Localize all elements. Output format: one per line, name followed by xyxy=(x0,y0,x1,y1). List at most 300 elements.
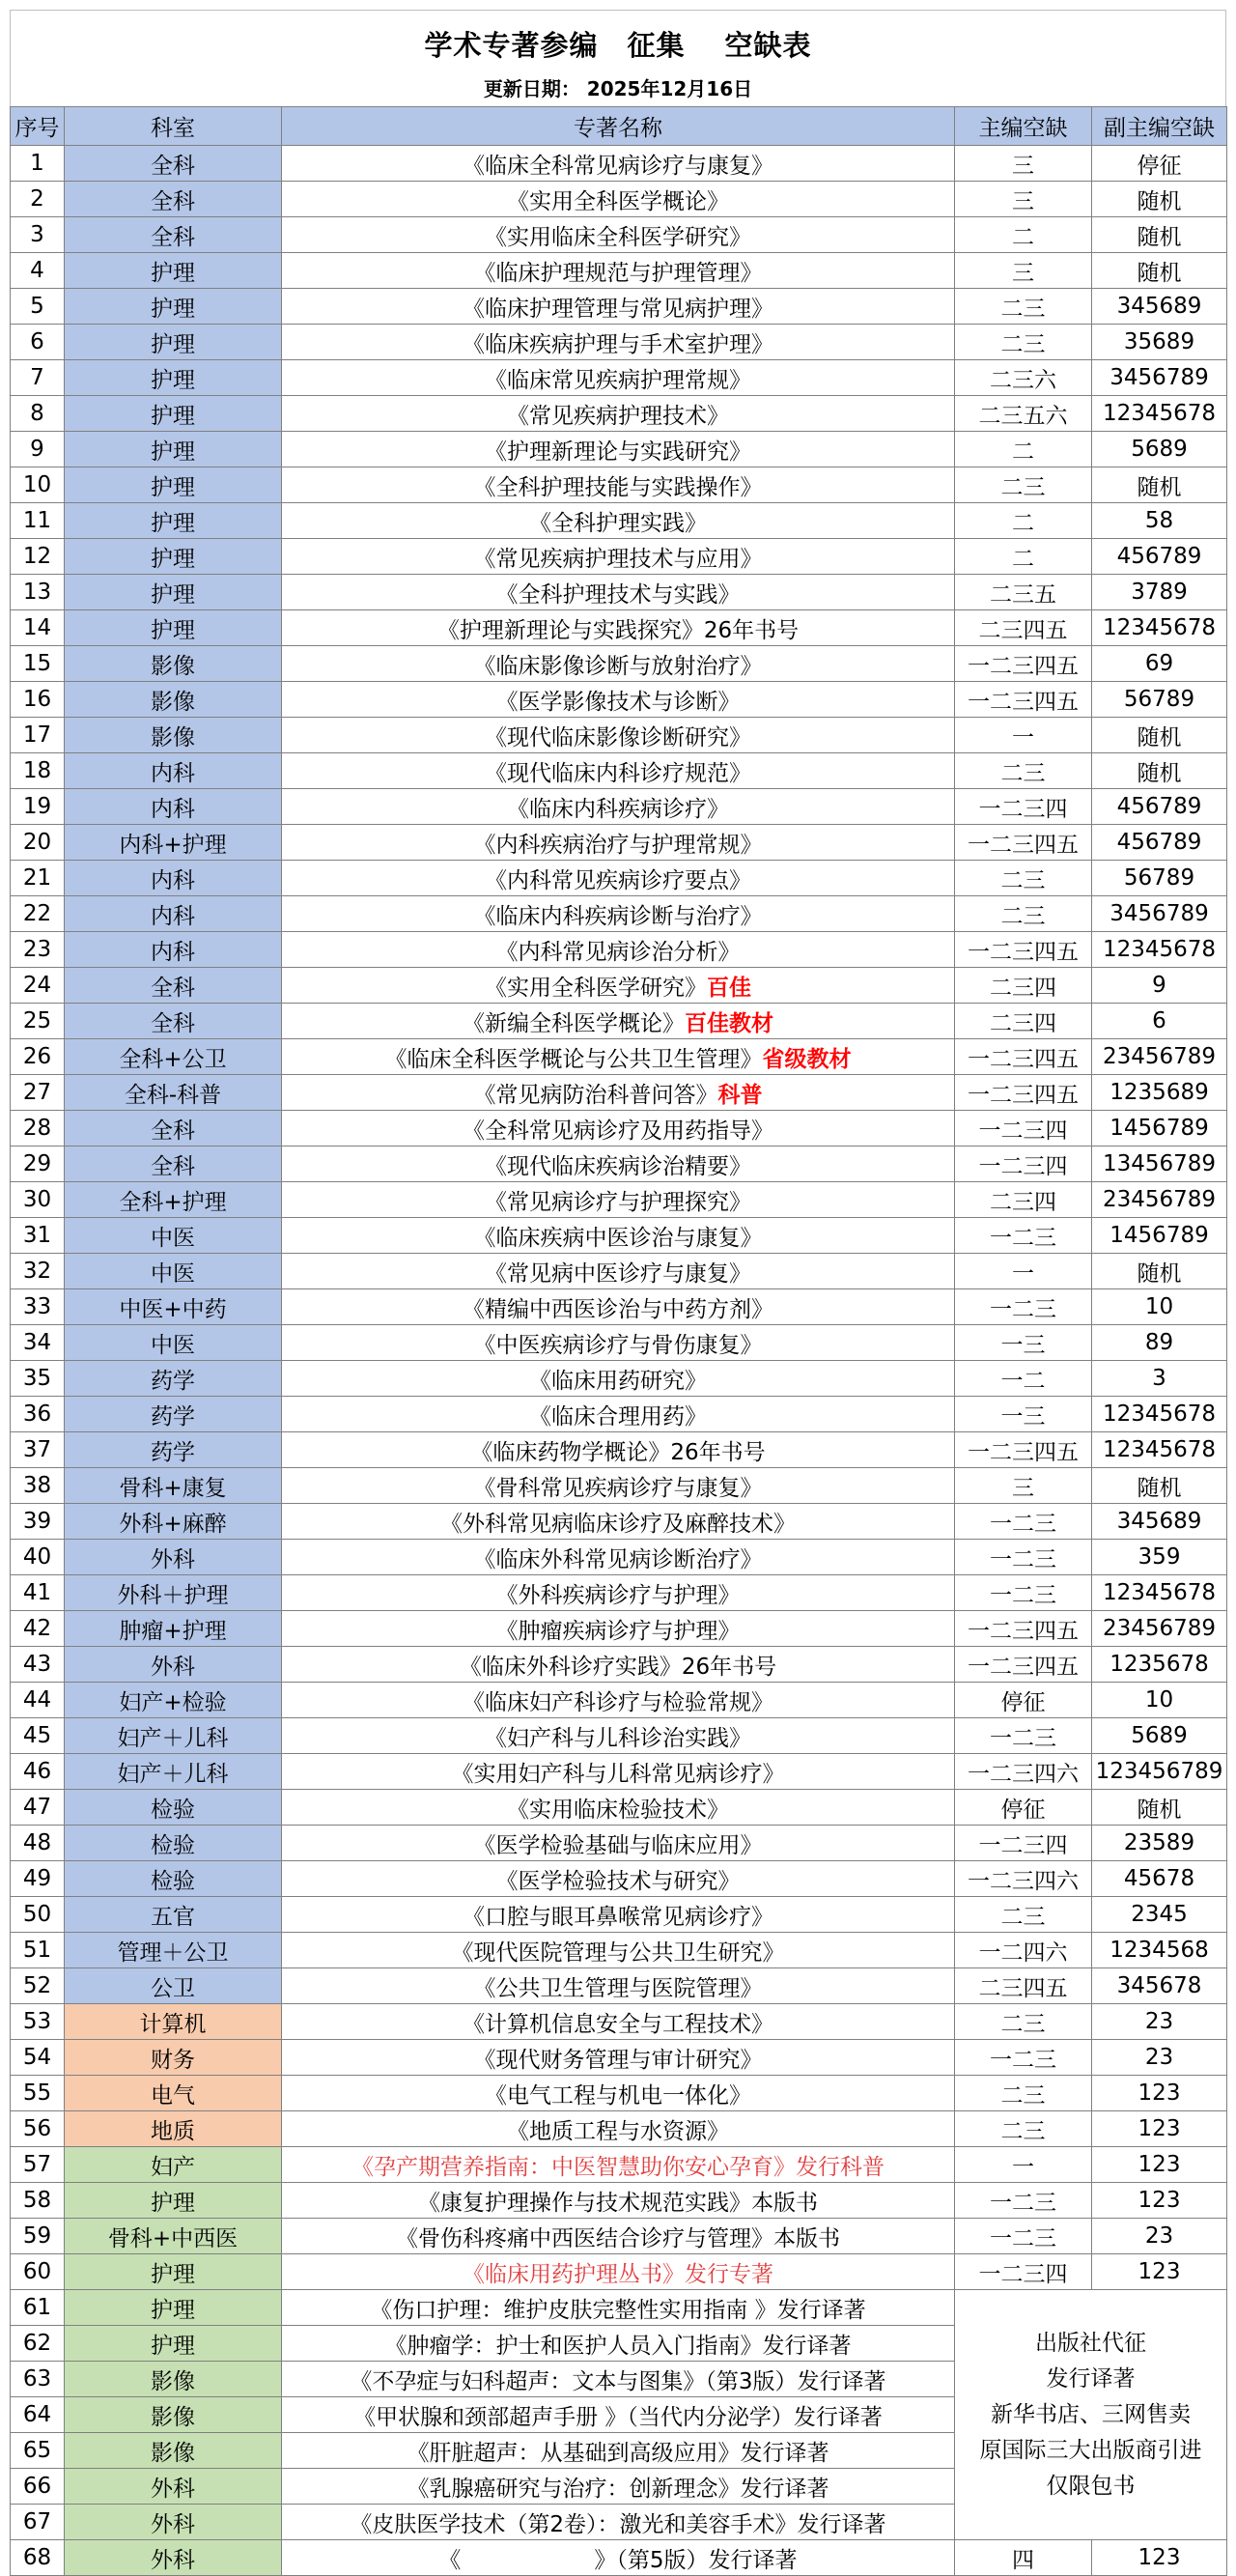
row-chief-vacancy: 二三 xyxy=(955,861,1092,896)
row-chief-vacancy: 二三 xyxy=(955,896,1092,932)
row-number: 67 xyxy=(11,2505,65,2540)
book-title: 《现代财务管理与审计研究》 xyxy=(473,2047,763,2073)
row-dept: 护理 xyxy=(65,575,282,610)
row-dept: 中医 xyxy=(65,1254,282,1289)
row-chief-vacancy: 二 xyxy=(955,539,1092,575)
row-book-name xyxy=(282,2469,955,2505)
row-number: 42 xyxy=(11,1611,65,1647)
row-book-name xyxy=(282,718,955,753)
row-book-name xyxy=(282,2147,955,2183)
row-chief-vacancy: 二三 xyxy=(955,2111,1092,2147)
table-row xyxy=(11,1754,1227,1790)
row-deputy-vacancy: 45678 xyxy=(1092,1861,1227,1897)
merged-note xyxy=(955,2290,1227,2540)
row-chief-vacancy: 二 xyxy=(955,503,1092,539)
row-deputy-vacancy: 12345678 xyxy=(1092,1575,1227,1611)
row-deputy-vacancy: 456789 xyxy=(1092,789,1227,825)
header-row xyxy=(11,107,1227,146)
table-row xyxy=(11,217,1227,253)
row-chief-vacancy: 二三四 xyxy=(955,968,1092,1004)
table-row xyxy=(11,1611,1227,1647)
book-title: 《临床护理管理与常见病护理》 xyxy=(463,296,773,322)
table-row xyxy=(11,575,1227,610)
table-row xyxy=(11,2219,1227,2254)
book-title: 《现代临床内科诊疗规范》 xyxy=(485,760,751,786)
row-number: 2 xyxy=(11,182,65,217)
row-number: 57 xyxy=(11,2147,65,2183)
row-number: 41 xyxy=(11,1575,65,1611)
table-row xyxy=(11,1361,1227,1397)
row-number: 37 xyxy=(11,1432,65,1468)
row-number: 20 xyxy=(11,825,65,861)
book-title: 《外科疾病诊疗与护理》 xyxy=(495,1582,741,1608)
table-row xyxy=(11,753,1227,789)
row-deputy-vacancy: 23 xyxy=(1092,2040,1227,2076)
row-deputy-vacancy: 12345678 xyxy=(1092,1397,1227,1432)
table-row xyxy=(11,1504,1227,1540)
row-number: 24 xyxy=(11,968,65,1004)
book-title: 《常见病诊疗与护理探究》 xyxy=(485,1189,751,1215)
row-chief-vacancy: 一二三 xyxy=(955,1718,1092,1754)
row-deputy-vacancy: 5689 xyxy=(1092,432,1227,467)
table-row xyxy=(11,610,1227,646)
row-deputy-vacancy: 359 xyxy=(1092,1540,1227,1575)
row-chief-vacancy: 三 xyxy=(955,146,1092,182)
book-title: 《全科护理技术与实践》 xyxy=(495,581,741,608)
book-title: 《常见疾病护理技术》 xyxy=(507,403,729,429)
book-title: 《全科常见病诊疗及用药指导》 xyxy=(463,1118,773,1144)
row-number: 27 xyxy=(11,1075,65,1111)
row-chief-vacancy: 二三五六 xyxy=(955,396,1092,432)
book-title: 《骨伤科疼痛中西医结合诊疗与管理》本版书 xyxy=(396,2225,840,2251)
row-dept: 护理 xyxy=(65,610,282,646)
row-chief-vacancy: 一二三四 xyxy=(955,1826,1092,1861)
row-number: 11 xyxy=(11,503,65,539)
row-deputy-vacancy: 89 xyxy=(1092,1325,1227,1361)
row-dept: 护理 xyxy=(65,2290,282,2326)
row-deputy-vacancy: 随机 xyxy=(1092,1254,1227,1289)
table-row xyxy=(11,1683,1227,1718)
book-title: 《医学检验技术与研究》 xyxy=(495,1868,741,1894)
table-row xyxy=(11,2004,1227,2040)
row-deputy-vacancy: 随机 xyxy=(1092,182,1227,217)
row-deputy-vacancy: 1235689 xyxy=(1092,1075,1227,1111)
row-book-name xyxy=(282,2362,955,2397)
book-title: 《临床疾病护理与手术室护理》 xyxy=(463,331,773,357)
book-title: 《伤口护理：维护皮肤完整性实用指南 》发行译著 xyxy=(370,2297,866,2323)
row-deputy-vacancy: 123456789 xyxy=(1092,1754,1227,1790)
row-dept: 地质 xyxy=(65,2111,282,2147)
row-book-name xyxy=(282,1790,955,1826)
row-deputy-vacancy: 345689 xyxy=(1092,1504,1227,1540)
row-deputy-vacancy: 58 xyxy=(1092,503,1227,539)
row-deputy-vacancy: 12345678 xyxy=(1092,396,1227,432)
table-row xyxy=(11,682,1227,718)
row-book-name xyxy=(282,432,955,467)
row-book-name xyxy=(282,253,955,289)
row-deputy-vacancy: 69 xyxy=(1092,646,1227,682)
table-row xyxy=(11,1968,1227,2004)
book-title: 《实用全科医学研究》 xyxy=(485,975,707,1001)
row-number: 59 xyxy=(11,2219,65,2254)
row-deputy-vacancy: 6 xyxy=(1092,1004,1227,1039)
row-book-name xyxy=(282,575,955,610)
row-deputy-vacancy: 1235678 xyxy=(1092,1647,1227,1683)
row-number: 62 xyxy=(11,2326,65,2362)
book-title: 《临床用药研究》 xyxy=(529,1368,707,1394)
table-row xyxy=(11,503,1227,539)
row-number: 4 xyxy=(11,253,65,289)
table-row xyxy=(11,1933,1227,1968)
row-deputy-vacancy: 123 xyxy=(1092,2111,1227,2147)
row-book-name xyxy=(282,1111,955,1146)
spreadsheet xyxy=(10,10,1226,2576)
row-book-name xyxy=(282,825,955,861)
row-dept: 影像 xyxy=(65,718,282,753)
book-title: 《内科常见疾病诊疗要点》 xyxy=(485,867,751,893)
row-dept: 护理 xyxy=(65,2183,282,2219)
book-title: 《常见病防治科普问答》 xyxy=(473,1082,718,1108)
row-dept: 外科 xyxy=(65,2469,282,2505)
row-book-name xyxy=(282,1718,955,1754)
row-chief-vacancy: 一二三 xyxy=(955,1504,1092,1540)
book-title: 《口腔与眼耳鼻喉常见病诊疗》 xyxy=(463,1904,773,1930)
row-deputy-vacancy: 456789 xyxy=(1092,825,1227,861)
table-row xyxy=(11,968,1227,1004)
book-title: 《不孕症与妇科超声：文本与图集》（第3版）发行译著 xyxy=(350,2368,886,2394)
row-number: 55 xyxy=(11,2076,65,2111)
row-chief-vacancy: 一二四六 xyxy=(955,1933,1092,1968)
table-body xyxy=(11,146,1227,2576)
table-row xyxy=(11,932,1227,968)
book-title: 《妇产科与儿科诊治实践》 xyxy=(485,1725,751,1751)
table-row xyxy=(11,1575,1227,1611)
row-chief-vacancy: 二三五 xyxy=(955,575,1092,610)
row-dept: 中医 xyxy=(65,1218,282,1254)
book-title: 《实用妇产科与儿科常见病诊疗》 xyxy=(451,1761,785,1787)
table-row xyxy=(11,1718,1227,1754)
row-deputy-vacancy: 23589 xyxy=(1092,1826,1227,1861)
row-number: 49 xyxy=(11,1861,65,1897)
row-number: 19 xyxy=(11,789,65,825)
book-title: 《中医疾病诊疗与骨伤康复》 xyxy=(473,1332,763,1358)
row-dept: 护理 xyxy=(65,253,282,289)
row-book-name xyxy=(282,1432,955,1468)
row-number: 23 xyxy=(11,932,65,968)
row-dept: 骨科+中西医 xyxy=(65,2219,282,2254)
row-dept: 全科+护理 xyxy=(65,1182,282,1218)
row-number: 3 xyxy=(11,217,65,253)
merged-note-line: 仅限包书 xyxy=(1046,2473,1136,2499)
book-title: 《临床合理用药》 xyxy=(529,1403,707,1430)
book-title: 《常见疾病护理技术与应用》 xyxy=(473,546,763,572)
row-number: 8 xyxy=(11,396,65,432)
row-number: 17 xyxy=(11,718,65,753)
row-dept: 全科 xyxy=(65,1004,282,1039)
row-chief-vacancy: 二三 xyxy=(955,325,1092,360)
book-title: 《临床内科疾病诊断与治疗》 xyxy=(473,903,763,929)
row-number: 51 xyxy=(11,1933,65,1968)
row-number: 68 xyxy=(11,2540,65,2576)
table-row xyxy=(11,182,1227,217)
row-dept: 影像 xyxy=(65,682,282,718)
row-book-name xyxy=(282,610,955,646)
book-title: 《临床外科常见病诊断治疗》 xyxy=(473,1546,763,1572)
book-title: 《临床常见疾病护理常规》 xyxy=(485,367,751,393)
row-book-name xyxy=(282,146,955,182)
row-dept: 全科-科普 xyxy=(65,1075,282,1111)
row-dept: 内科 xyxy=(65,789,282,825)
row-chief-vacancy: 一二三四 xyxy=(955,1146,1092,1182)
row-deputy-vacancy: 12345678 xyxy=(1092,1432,1227,1468)
book-title: 《孕产期营养指南：中医智慧助你安心孕育》发行科普 xyxy=(351,2154,885,2180)
row-chief-vacancy: 二三六 xyxy=(955,360,1092,396)
row-book-name xyxy=(282,2076,955,2111)
row-deputy-vacancy: 123 xyxy=(1092,2254,1227,2290)
row-dept: 影像 xyxy=(65,2433,282,2469)
row-deputy-vacancy: 456789 xyxy=(1092,539,1227,575)
row-book-name xyxy=(282,2254,955,2290)
row-dept: 药学 xyxy=(65,1361,282,1397)
row-deputy-vacancy: 1456789 xyxy=(1092,1218,1227,1254)
row-number: 39 xyxy=(11,1504,65,1540)
row-book-name xyxy=(282,1146,955,1182)
row-deputy-vacancy: 23456789 xyxy=(1092,1039,1227,1075)
table-row xyxy=(11,2290,1227,2326)
book-title: 《医学影像技术与诊断》 xyxy=(495,689,741,715)
row-book-name xyxy=(282,2040,955,2076)
row-number: 26 xyxy=(11,1039,65,1075)
table-row xyxy=(11,1647,1227,1683)
book-title: 《电气工程与机电一体化》 xyxy=(485,2082,751,2109)
row-chief-vacancy: 二三 xyxy=(955,2004,1092,2040)
table-row xyxy=(11,718,1227,753)
book-title: 《精编中西医诊治与中药方剂》 xyxy=(463,1296,773,1322)
row-book-name xyxy=(282,682,955,718)
row-number: 64 xyxy=(11,2397,65,2433)
row-book-name xyxy=(282,1575,955,1611)
book-title: 《内科疾病治疗与护理常规》 xyxy=(473,832,763,858)
row-deputy-vacancy: 3456789 xyxy=(1092,360,1227,396)
book-title: 《临床药物学概论》26年书号 xyxy=(470,1439,766,1465)
row-dept: 财务 xyxy=(65,2040,282,2076)
row-dept: 全科 xyxy=(65,968,282,1004)
row-book-name xyxy=(282,1754,955,1790)
row-deputy-vacancy: 23456789 xyxy=(1092,1182,1227,1218)
row-chief-vacancy: 二三四五 xyxy=(955,610,1092,646)
row-dept: 全科 xyxy=(65,1146,282,1182)
table-row xyxy=(11,2147,1227,2183)
table-row xyxy=(11,1039,1227,1075)
row-book-name xyxy=(282,1397,955,1432)
table-row xyxy=(11,1004,1227,1039)
row-deputy-vacancy: 随机 xyxy=(1092,1468,1227,1504)
row-dept: 内科 xyxy=(65,932,282,968)
row-book-name xyxy=(282,1826,955,1861)
row-chief-vacancy: 一二三四五 xyxy=(955,1432,1092,1468)
table-row xyxy=(11,2540,1227,2576)
row-number: 52 xyxy=(11,1968,65,2004)
row-book-name xyxy=(282,1468,955,1504)
row-deputy-vacancy: 23 xyxy=(1092,2004,1227,2040)
row-chief-vacancy: 一二三四五 xyxy=(955,1611,1092,1647)
row-book-name xyxy=(282,1968,955,2004)
header-deputy: 副主编空缺 xyxy=(1092,107,1227,146)
row-chief-vacancy: 一二三 xyxy=(955,2219,1092,2254)
row-dept: 护理 xyxy=(65,503,282,539)
row-number: 35 xyxy=(11,1361,65,1397)
row-deputy-vacancy: 12345678 xyxy=(1092,932,1227,968)
row-number: 18 xyxy=(11,753,65,789)
row-chief-vacancy: 一二三四五 xyxy=(955,825,1092,861)
row-dept: 外科 xyxy=(65,1540,282,1575)
row-chief-vacancy: 三 xyxy=(955,1468,1092,1504)
book-tag: 省级教材 xyxy=(762,1046,852,1072)
row-dept: 护理 xyxy=(65,396,282,432)
book-tag: 百佳 xyxy=(707,975,751,1001)
merged-note-line: 出版社代征 xyxy=(1035,2330,1146,2356)
row-book-name xyxy=(282,1325,955,1361)
row-dept: 影像 xyxy=(65,646,282,682)
row-book-name xyxy=(282,1254,955,1289)
table-row xyxy=(11,2254,1227,2290)
table-row xyxy=(11,432,1227,467)
table-row xyxy=(11,1790,1227,1826)
book-title: 《实用临床检验技术》 xyxy=(507,1797,729,1823)
row-deputy-vacancy: 10 xyxy=(1092,1289,1227,1325)
row-chief-vacancy: 停征 xyxy=(955,1683,1092,1718)
book-title: 《临床外科诊疗实践》26年书号 xyxy=(459,1654,777,1680)
row-deputy-vacancy: 3456789 xyxy=(1092,896,1227,932)
row-number: 66 xyxy=(11,2469,65,2505)
row-book-name xyxy=(282,2219,955,2254)
book-title: 《肿瘤学：护士和医护人员入门指南》发行译著 xyxy=(384,2333,852,2359)
row-deputy-vacancy: 123 xyxy=(1092,2147,1227,2183)
row-deputy-vacancy: 56789 xyxy=(1092,861,1227,896)
row-book-name xyxy=(282,968,955,1004)
row-dept: 药学 xyxy=(65,1397,282,1432)
row-number: 56 xyxy=(11,2111,65,2147)
row-book-name xyxy=(282,1075,955,1111)
row-number: 10 xyxy=(11,467,65,503)
row-dept: 肿瘤+护理 xyxy=(65,1611,282,1647)
row-number: 7 xyxy=(11,360,65,396)
row-number: 29 xyxy=(11,1146,65,1182)
row-chief-vacancy: 一二三 xyxy=(955,2040,1092,2076)
row-dept: 护理 xyxy=(65,2326,282,2362)
book-title: 《常见病中医诊疗与康复》 xyxy=(485,1260,751,1287)
row-chief-vacancy: 二三 xyxy=(955,2076,1092,2111)
row-book-name xyxy=(282,1647,955,1683)
row-book-name xyxy=(282,1683,955,1718)
table-row xyxy=(11,253,1227,289)
row-chief-vacancy: 一二三四五 xyxy=(955,1647,1092,1683)
row-dept: 外科 xyxy=(65,2540,282,2576)
table-row xyxy=(11,1146,1227,1182)
row-dept: 外科＋护理 xyxy=(65,1575,282,1611)
table-row xyxy=(11,1397,1227,1432)
row-book-name xyxy=(282,646,955,682)
table-row xyxy=(11,1826,1227,1861)
row-chief-vacancy: 四 xyxy=(955,2540,1092,2576)
row-number: 63 xyxy=(11,2362,65,2397)
book-title: 《肝脏超声：从基础到高级应用》发行译著 xyxy=(407,2440,829,2466)
book-title: 《计算机信息安全与工程技术》 xyxy=(463,2011,773,2037)
row-book-name xyxy=(282,1933,955,1968)
row-dept: 外科 xyxy=(65,2505,282,2540)
row-deputy-vacancy: 123 xyxy=(1092,2076,1227,2111)
table-row xyxy=(11,1111,1227,1146)
book-title: 《临床全科常见病诊疗与康复》 xyxy=(463,153,773,179)
row-number: 14 xyxy=(11,610,65,646)
book-title: 《公共卫生管理与医院管理》 xyxy=(473,1975,763,2001)
row-dept: 五官 xyxy=(65,1897,282,1933)
table-row xyxy=(11,539,1227,575)
row-number: 9 xyxy=(11,432,65,467)
row-dept: 电气 xyxy=(65,2076,282,2111)
row-chief-vacancy: 二三四五 xyxy=(955,1968,1092,2004)
table-row xyxy=(11,646,1227,682)
row-book-name xyxy=(282,1540,955,1575)
table-row xyxy=(11,146,1227,182)
book-title: 《地质工程与水资源》 xyxy=(507,2118,729,2144)
table-row xyxy=(11,825,1227,861)
row-chief-vacancy: 一三 xyxy=(955,1325,1092,1361)
row-number: 5 xyxy=(11,289,65,325)
row-number: 38 xyxy=(11,1468,65,1504)
row-dept: 外科 xyxy=(65,1647,282,1683)
title-block xyxy=(10,10,1226,106)
row-book-name xyxy=(282,396,955,432)
row-book-name xyxy=(282,360,955,396)
row-dept: 护理 xyxy=(65,289,282,325)
row-number: 25 xyxy=(11,1004,65,1039)
book-title: 《医学检验基础与临床应用》 xyxy=(473,1832,763,1858)
row-chief-vacancy: 一 xyxy=(955,2147,1092,2183)
table-row xyxy=(11,1432,1227,1468)
header-name: 专著名称 xyxy=(282,107,955,146)
book-title: 《临床用药护理丛书》发行专著 xyxy=(463,2261,773,2287)
row-number: 45 xyxy=(11,1718,65,1754)
row-dept: 护理 xyxy=(65,325,282,360)
row-number: 46 xyxy=(11,1754,65,1790)
row-number: 60 xyxy=(11,2254,65,2290)
row-number: 44 xyxy=(11,1683,65,1718)
row-number: 40 xyxy=(11,1540,65,1575)
row-number: 15 xyxy=(11,646,65,682)
row-book-name xyxy=(282,861,955,896)
table-row xyxy=(11,1897,1227,1933)
row-book-name xyxy=(282,1861,955,1897)
vacancy-table xyxy=(10,106,1227,2576)
row-dept: 骨科+康复 xyxy=(65,1468,282,1504)
row-book-name xyxy=(282,2397,955,2433)
row-chief-vacancy: 一二三四五 xyxy=(955,932,1092,968)
book-title: 《现代临床疾病诊治精要》 xyxy=(485,1153,751,1179)
row-number: 58 xyxy=(11,2183,65,2219)
row-dept: 全科 xyxy=(65,217,282,253)
book-title: 《康复护理操作与技术规范实践》本版书 xyxy=(418,2190,818,2216)
row-dept: 护理 xyxy=(65,360,282,396)
row-chief-vacancy: 一二三四五 xyxy=(955,646,1092,682)
book-title: 《临床疾病中医诊治与康复》 xyxy=(473,1225,763,1251)
row-dept: 全科 xyxy=(65,1111,282,1146)
row-deputy-vacancy: 23456789 xyxy=(1092,1611,1227,1647)
row-number: 13 xyxy=(11,575,65,610)
row-dept: 检验 xyxy=(65,1861,282,1897)
row-dept: 内科 xyxy=(65,896,282,932)
row-dept: 中医+中药 xyxy=(65,1289,282,1325)
